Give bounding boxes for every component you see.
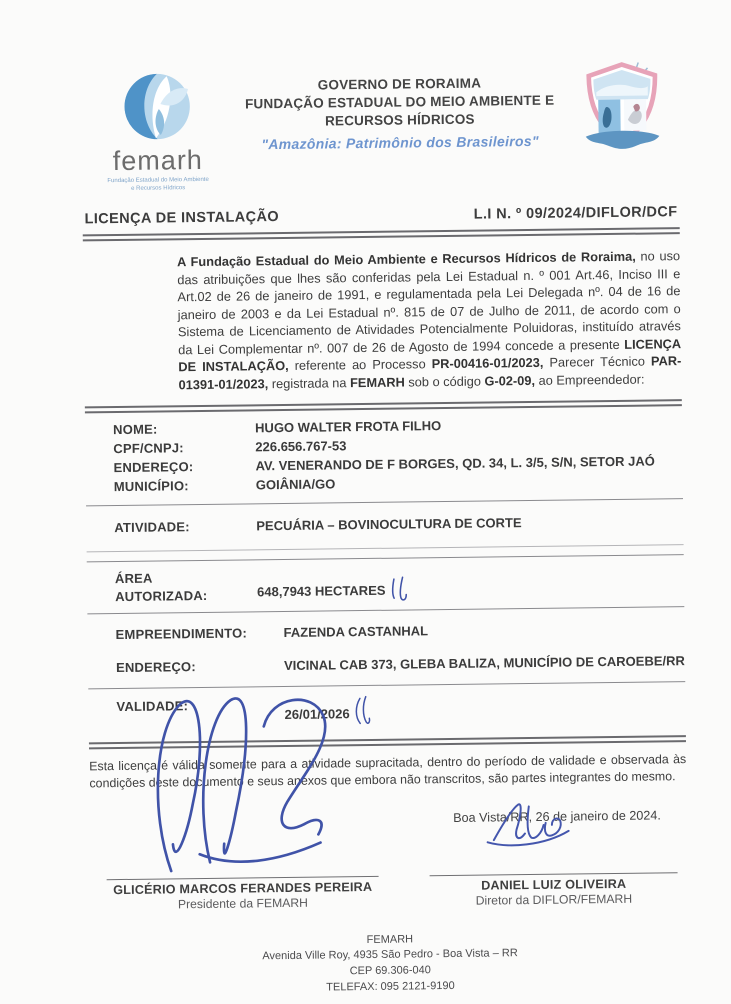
closing-paragraph: Esta licença é válida somente para a atividade supracitada, dentro do período de validade e observada às condições deste documento e seus anexos que embora não transcritos, são partes integrantes do mesmo. [89, 752, 687, 791]
document-footer [91, 929, 689, 999]
field-label: VALIDADE: [116, 698, 189, 715]
field-value: PECUÁRIA – BOVINOCULTURA DE CORTE [256, 515, 522, 534]
intro-paragraph: A Fundação Estadual do Meio Ambiente e Recursos Hídricos de Roraima, no uso das atribuições que lhes são conferidas pela Lei Estadual n. º 001 Art.46, Inciso III e Art.02 de 26 de janeiro de 1991, e regulamentada pela Lei Delegada nº. 04 de 16 de janeiro de 2003 e da Lei Estadual nº. 815 de 07 de Julho de 2011, de acordo com o Sistema de Licenciamento de Atividades Potencialmente Poluidoras, instituído através da Lei Complementar nº. 007 de 26 de Agosto de 1994 concede a presente LICENÇA DE INSTALAÇÃO, referente ao Processo PR-00416-01/2023, Parecer Técnico PAR-01391-01/2023, registrada na FEMARH sob o código G-02-09, ao Empreendedor: [176, 248, 682, 392]
field-row-validade [88, 682, 686, 735]
footer-address: Avenida Ville Roy, 4935 São Pedro - Boa Vista – RR [262, 947, 518, 963]
license-number: L.I N. º 09/2024/DIFLOR/DCF [473, 204, 678, 223]
org-line-3: RECURSOS HÍDRICOS [324, 112, 475, 129]
signer-role: Diretor da DIFLOR/FEMARH [475, 891, 633, 908]
org-title-block [233, 58, 567, 153]
field-value: VICINAL CAB 373, GLEBA BALIZA, MUNICÍPIO DE CAROEBE/RR [283, 653, 685, 674]
license-title-row [82, 204, 679, 227]
field-row-area [87, 555, 685, 613]
signer-name: DANIEL LUIZ OLIVEIRA [481, 876, 627, 893]
femarh-logo-word: femarh [112, 144, 204, 177]
field-label: EMPREENDIMENTO: [115, 625, 248, 643]
field-label: MUNICÍPIO: [113, 478, 189, 495]
field-value: FAZENDA CASTANHAL [283, 623, 429, 641]
field-value: 648,7943 HECTARES [257, 572, 684, 603]
date-line: Boa Vista/RR, 26 de janeiro de 2024. [453, 808, 661, 825]
field-row-atividade [86, 499, 684, 551]
handwritten-ink-mark [388, 576, 412, 602]
state-crest-block [566, 56, 679, 160]
signer-name: GLICÉRIO MARCOS FERANDES PEREIRA [113, 879, 373, 897]
field-value: GOIÂNIA/GO [255, 476, 336, 493]
signature-block-director [430, 872, 678, 908]
femarh-logo-block [81, 66, 235, 194]
org-line-1: GOVERNO DE RORAIMA [317, 75, 482, 93]
field-label: ÁREA AUTORIZADA: [114, 570, 208, 604]
roraima-coat-of-arms-icon [576, 58, 669, 155]
divider-double [83, 227, 680, 241]
signer-role: Presidente da FEMARH [177, 895, 309, 912]
org-line-2: FUNDAÇÃO ESTADUAL DO MEIO AMBIENTE E [244, 92, 555, 112]
signature-zone [91, 872, 688, 912]
field-row-endereco-empreendimento [88, 640, 685, 688]
divider-double [89, 735, 686, 749]
slogan-text: "Amazônia: Patrimônio dos Brasileiros" [261, 132, 539, 152]
field-label: ATIVIDADE: [114, 519, 190, 536]
field-value: AV. VENERANDO DE F BORGES, QD. 34, L. 3/5, S/N, SETOR JAÓ [255, 453, 655, 474]
femarh-logo-tagline: Fundação Estadual do Meio Ambiente e Recursos Hídricos [107, 176, 209, 192]
field-label: CPF/CNPJ: [113, 440, 184, 457]
footer-org: FEMARH [366, 933, 414, 946]
entrepreneur-fields [85, 406, 683, 505]
footer-cep: CEP 69.306-040 [349, 964, 431, 978]
field-value: 226.656.767-53 [255, 438, 347, 455]
field-label: ENDEREÇO: [115, 659, 196, 676]
field-value: 26/01/2026 [284, 691, 685, 726]
signature-line [430, 872, 678, 876]
field-value: HUGO WALTER FROTA FILHO [255, 418, 442, 436]
license-title: LICENÇA DE INSTALAÇÃO [84, 209, 280, 228]
footer-telefax: TELEFAX: 095 2121-9190 [326, 979, 455, 994]
field-label: NOME: [113, 421, 158, 438]
document-header [81, 56, 680, 193]
femarh-logo-icon [116, 66, 199, 147]
field-label: ENDEREÇO: [113, 459, 194, 476]
signature-block-president [107, 876, 379, 912]
handwritten-ink-mark [352, 695, 372, 725]
